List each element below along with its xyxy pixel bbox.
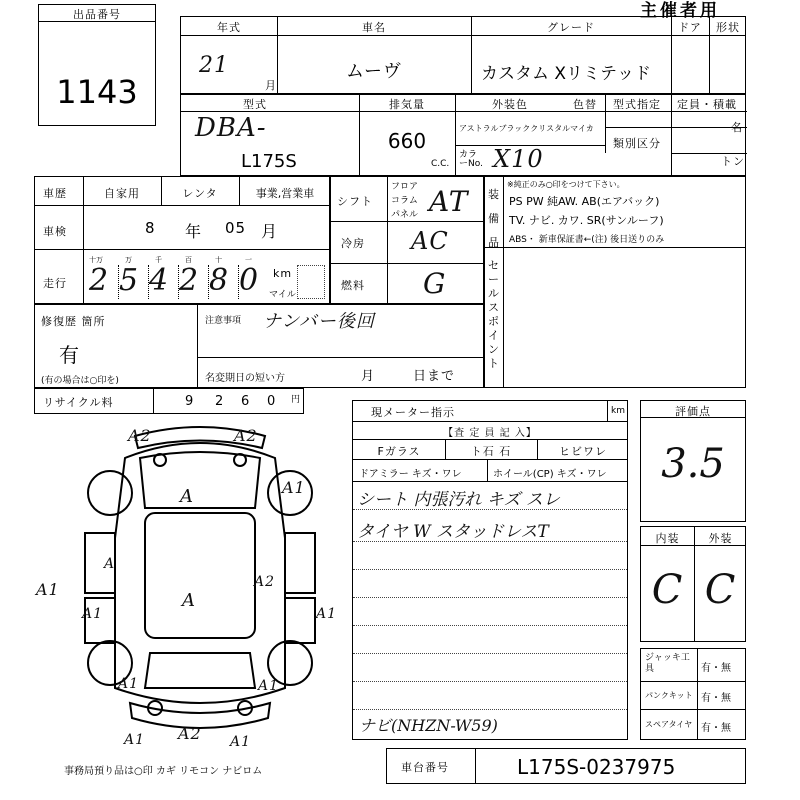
accessories-box	[640, 648, 746, 740]
mileage-unit-100: 百	[185, 256, 192, 264]
history-label: 車歴	[43, 187, 67, 200]
inspector-note-line1: シート 内張汚れ キズ スレ	[357, 490, 560, 510]
vehicle-header-table	[180, 16, 746, 94]
mileage-mile: マイル	[269, 290, 296, 300]
mile-box	[297, 265, 325, 299]
rating-box	[640, 400, 746, 522]
mileage-digit-2: 5	[119, 263, 140, 298]
damage-mark-rear-center: A2	[178, 724, 202, 743]
inspector-row1-glass: Fガラス	[377, 445, 421, 458]
inspection-month-unit: 月	[261, 222, 279, 241]
aircon-label: 冷房	[341, 237, 365, 250]
damage-mark-rear-left: A1	[118, 676, 140, 692]
category-label: 類別区分	[613, 137, 661, 150]
meter-unit: km	[611, 406, 625, 416]
interior-value: C	[651, 567, 684, 613]
accessory-puncture-value: 有・無	[701, 693, 731, 704]
displacement-value: 660	[387, 129, 427, 153]
damage-mark-bumper-right: A1	[230, 734, 252, 750]
car-name-label: 車名	[362, 21, 386, 34]
year-unit: 月	[265, 79, 277, 92]
mileage-digit-5: 8	[209, 263, 230, 298]
damage-mark-left-door: A	[104, 556, 116, 572]
inspector-row1-crack: ヒビワレ	[559, 445, 607, 458]
shift-label: シフト	[337, 195, 373, 208]
short-change-month: 月	[361, 369, 376, 384]
fuel-value: G	[423, 267, 447, 300]
accessory-puncture-label: パンクキット	[645, 691, 693, 700]
inspector-note-line2: タイヤ W スタッドレスT	[357, 522, 549, 542]
lot-number-box	[38, 4, 156, 126]
equipment-line3: ABS・ 新車保証書←(注) 後日送りのみ	[509, 235, 665, 245]
exterior-label: 外装	[708, 532, 733, 545]
recycle-digit-1: 9	[185, 394, 195, 409]
lot-number-label: 出品番号	[73, 8, 121, 21]
damage-mark-rear-right: A1	[258, 678, 280, 694]
color-change-label: 色替	[573, 98, 597, 111]
inspector-title: 【査 定 員 記 入】	[443, 428, 537, 439]
shift-option-column: コラム	[391, 196, 418, 206]
repair-label: 修復歴 箇所	[41, 315, 106, 328]
fuel-label: 燃料	[341, 279, 365, 292]
short-change-day: 日まで	[413, 369, 456, 384]
color-code-value: X10	[493, 145, 544, 173]
shape-label: 形状	[716, 21, 740, 34]
inspection-year-unit: 年	[185, 222, 203, 241]
mileage-digit-6: 0	[239, 263, 260, 298]
mileage-unit-1: 一	[245, 256, 252, 264]
lot-number-value: 1143	[56, 73, 138, 111]
chassis-label: 車台番号	[401, 761, 449, 774]
inspector-note-navi: ナビ(NHZN-W59)	[359, 716, 498, 735]
notes-value: ナンバー後回	[263, 311, 375, 332]
inspector-notes-box	[352, 400, 628, 740]
model-designation-label: 型式指定	[613, 98, 661, 111]
color-code-label: カラーNo.	[459, 150, 483, 169]
history-option-business: 事業,営業車	[255, 187, 315, 200]
exterior-color-value: アストラルブラッククリスタルマイカ	[459, 124, 594, 133]
year-value: 21	[199, 53, 229, 78]
damage-mark-roof: A	[182, 590, 196, 611]
shift-table	[330, 176, 484, 304]
history-table	[34, 176, 330, 304]
equipment-line2: TV. ナビ. カワ. SR(サンルーフ)	[509, 214, 664, 227]
mileage-digit-3: 4	[149, 263, 170, 298]
equipment-label: 装備品	[488, 188, 500, 249]
damage-mark-front-left: A2	[128, 426, 152, 445]
recycle-row	[34, 388, 304, 414]
mileage-unit-10k: 万	[125, 256, 132, 264]
chassis-value: L175S-0237975	[517, 755, 676, 779]
sales-point-label: セールスポイント	[488, 259, 500, 370]
car-damage-diagram	[70, 418, 330, 758]
inspector-row2-wheel: ホイール(CP) キズ・ワレ	[493, 469, 607, 480]
mileage-unit-1k: 千	[155, 256, 162, 264]
grade-value: カスタム Xリミテッド	[481, 64, 652, 84]
model-code: L175S	[241, 151, 297, 172]
year-label: 年式	[217, 21, 241, 34]
repair-note: (有の場合は○印を)	[41, 376, 119, 386]
chassis-row	[386, 748, 746, 784]
door-label: ドア	[678, 21, 702, 34]
exterior-color-label: 外装色	[492, 98, 528, 111]
inspection-label: 車検	[43, 225, 67, 238]
inspection-year: 8	[145, 219, 156, 237]
mileage-label: 走行	[43, 277, 67, 290]
damage-mark-front-right: A2	[234, 426, 258, 445]
mileage-digits	[89, 255, 265, 301]
history-option-rental: レンタ	[182, 187, 218, 200]
mileage-unit-100k: 十万	[89, 256, 103, 264]
damage-mark-right-far: A1	[316, 606, 338, 622]
condition-box	[640, 526, 746, 642]
accessory-spare-value: 有・無	[701, 723, 731, 734]
rating-label: 評価点	[675, 405, 711, 418]
mileage-km: km	[273, 267, 293, 280]
notes-label: 注意事項	[205, 316, 242, 326]
damage-mark-hidden-b	[318, 545, 321, 546]
damage-mark-hidden-a	[318, 540, 320, 541]
damage-mark-bumper-left: A1	[124, 732, 146, 748]
accessory-spare-label: スペアタイヤ	[645, 720, 693, 729]
shift-option-floor: フロア	[391, 182, 419, 192]
meter-label: 現メーター指示	[371, 406, 455, 419]
exterior-value: C	[704, 567, 737, 613]
grade-label: グレード	[547, 21, 595, 34]
mileage-unit-10: 十	[215, 256, 222, 264]
mileage-digit-4: 2	[179, 263, 200, 298]
capacity-label: 定員・積載	[677, 98, 737, 111]
shift-value: AT	[429, 185, 469, 218]
inspector-row2-mirror: ドアミラー キズ・ワレ	[359, 469, 462, 480]
spec-table	[180, 94, 746, 176]
displacement-label: 排気量	[389, 98, 425, 111]
recycle-digit-4: 0	[267, 394, 277, 409]
capacity-ton-unit: トン	[721, 155, 745, 168]
repair-value: 有	[59, 343, 80, 367]
damage-mark-left-rear: A1	[82, 606, 104, 622]
displacement-unit: C.C.	[431, 159, 450, 169]
capacity-persons-unit: 名	[731, 121, 743, 134]
copy-type-label: 主催者用	[640, 1, 720, 21]
recycle-label: リサイクル料	[43, 396, 114, 409]
mileage-digit-1: 2	[89, 263, 110, 298]
repair-notes-table	[34, 304, 484, 388]
short-change-label: 名変期日の短い方	[205, 373, 285, 384]
recycle-digit-2: 2	[215, 394, 225, 409]
accessory-jack-label: ジャッキ工具	[645, 653, 690, 674]
model-label: 型式	[243, 98, 267, 111]
interior-label: 内装	[655, 532, 680, 545]
footer-note: 事務局預り品は○印 カギ リモコン ナビロム	[64, 766, 263, 777]
aircon-value: AC	[411, 227, 449, 255]
recycle-unit: 円	[291, 395, 301, 405]
damage-mark-fender-right: A1	[282, 478, 306, 497]
equipment-note: ※純正のみ○印をつけて下さい。	[507, 180, 625, 189]
damage-mark-hood: A	[180, 486, 194, 507]
inspection-month: 05	[225, 219, 247, 237]
accessory-jack-value: 有・無	[701, 663, 731, 674]
model-prefix: DBA-	[195, 113, 267, 143]
equipment-line1: PS PW 純AW. AB(エアバック)	[509, 195, 660, 208]
history-option-private: 自家用	[104, 187, 140, 200]
equipment-box	[484, 176, 746, 388]
shift-option-panel: パネル	[391, 210, 419, 220]
rating-value: 3.5	[661, 441, 725, 487]
damage-mark-right-door: A2	[254, 574, 276, 590]
damage-mark-left-far: A1	[36, 580, 60, 599]
recycle-digit-3: 6	[241, 394, 251, 409]
car-name-value: ムーヴ	[345, 61, 403, 82]
inspector-row1-chip: ト石 石	[470, 445, 512, 458]
